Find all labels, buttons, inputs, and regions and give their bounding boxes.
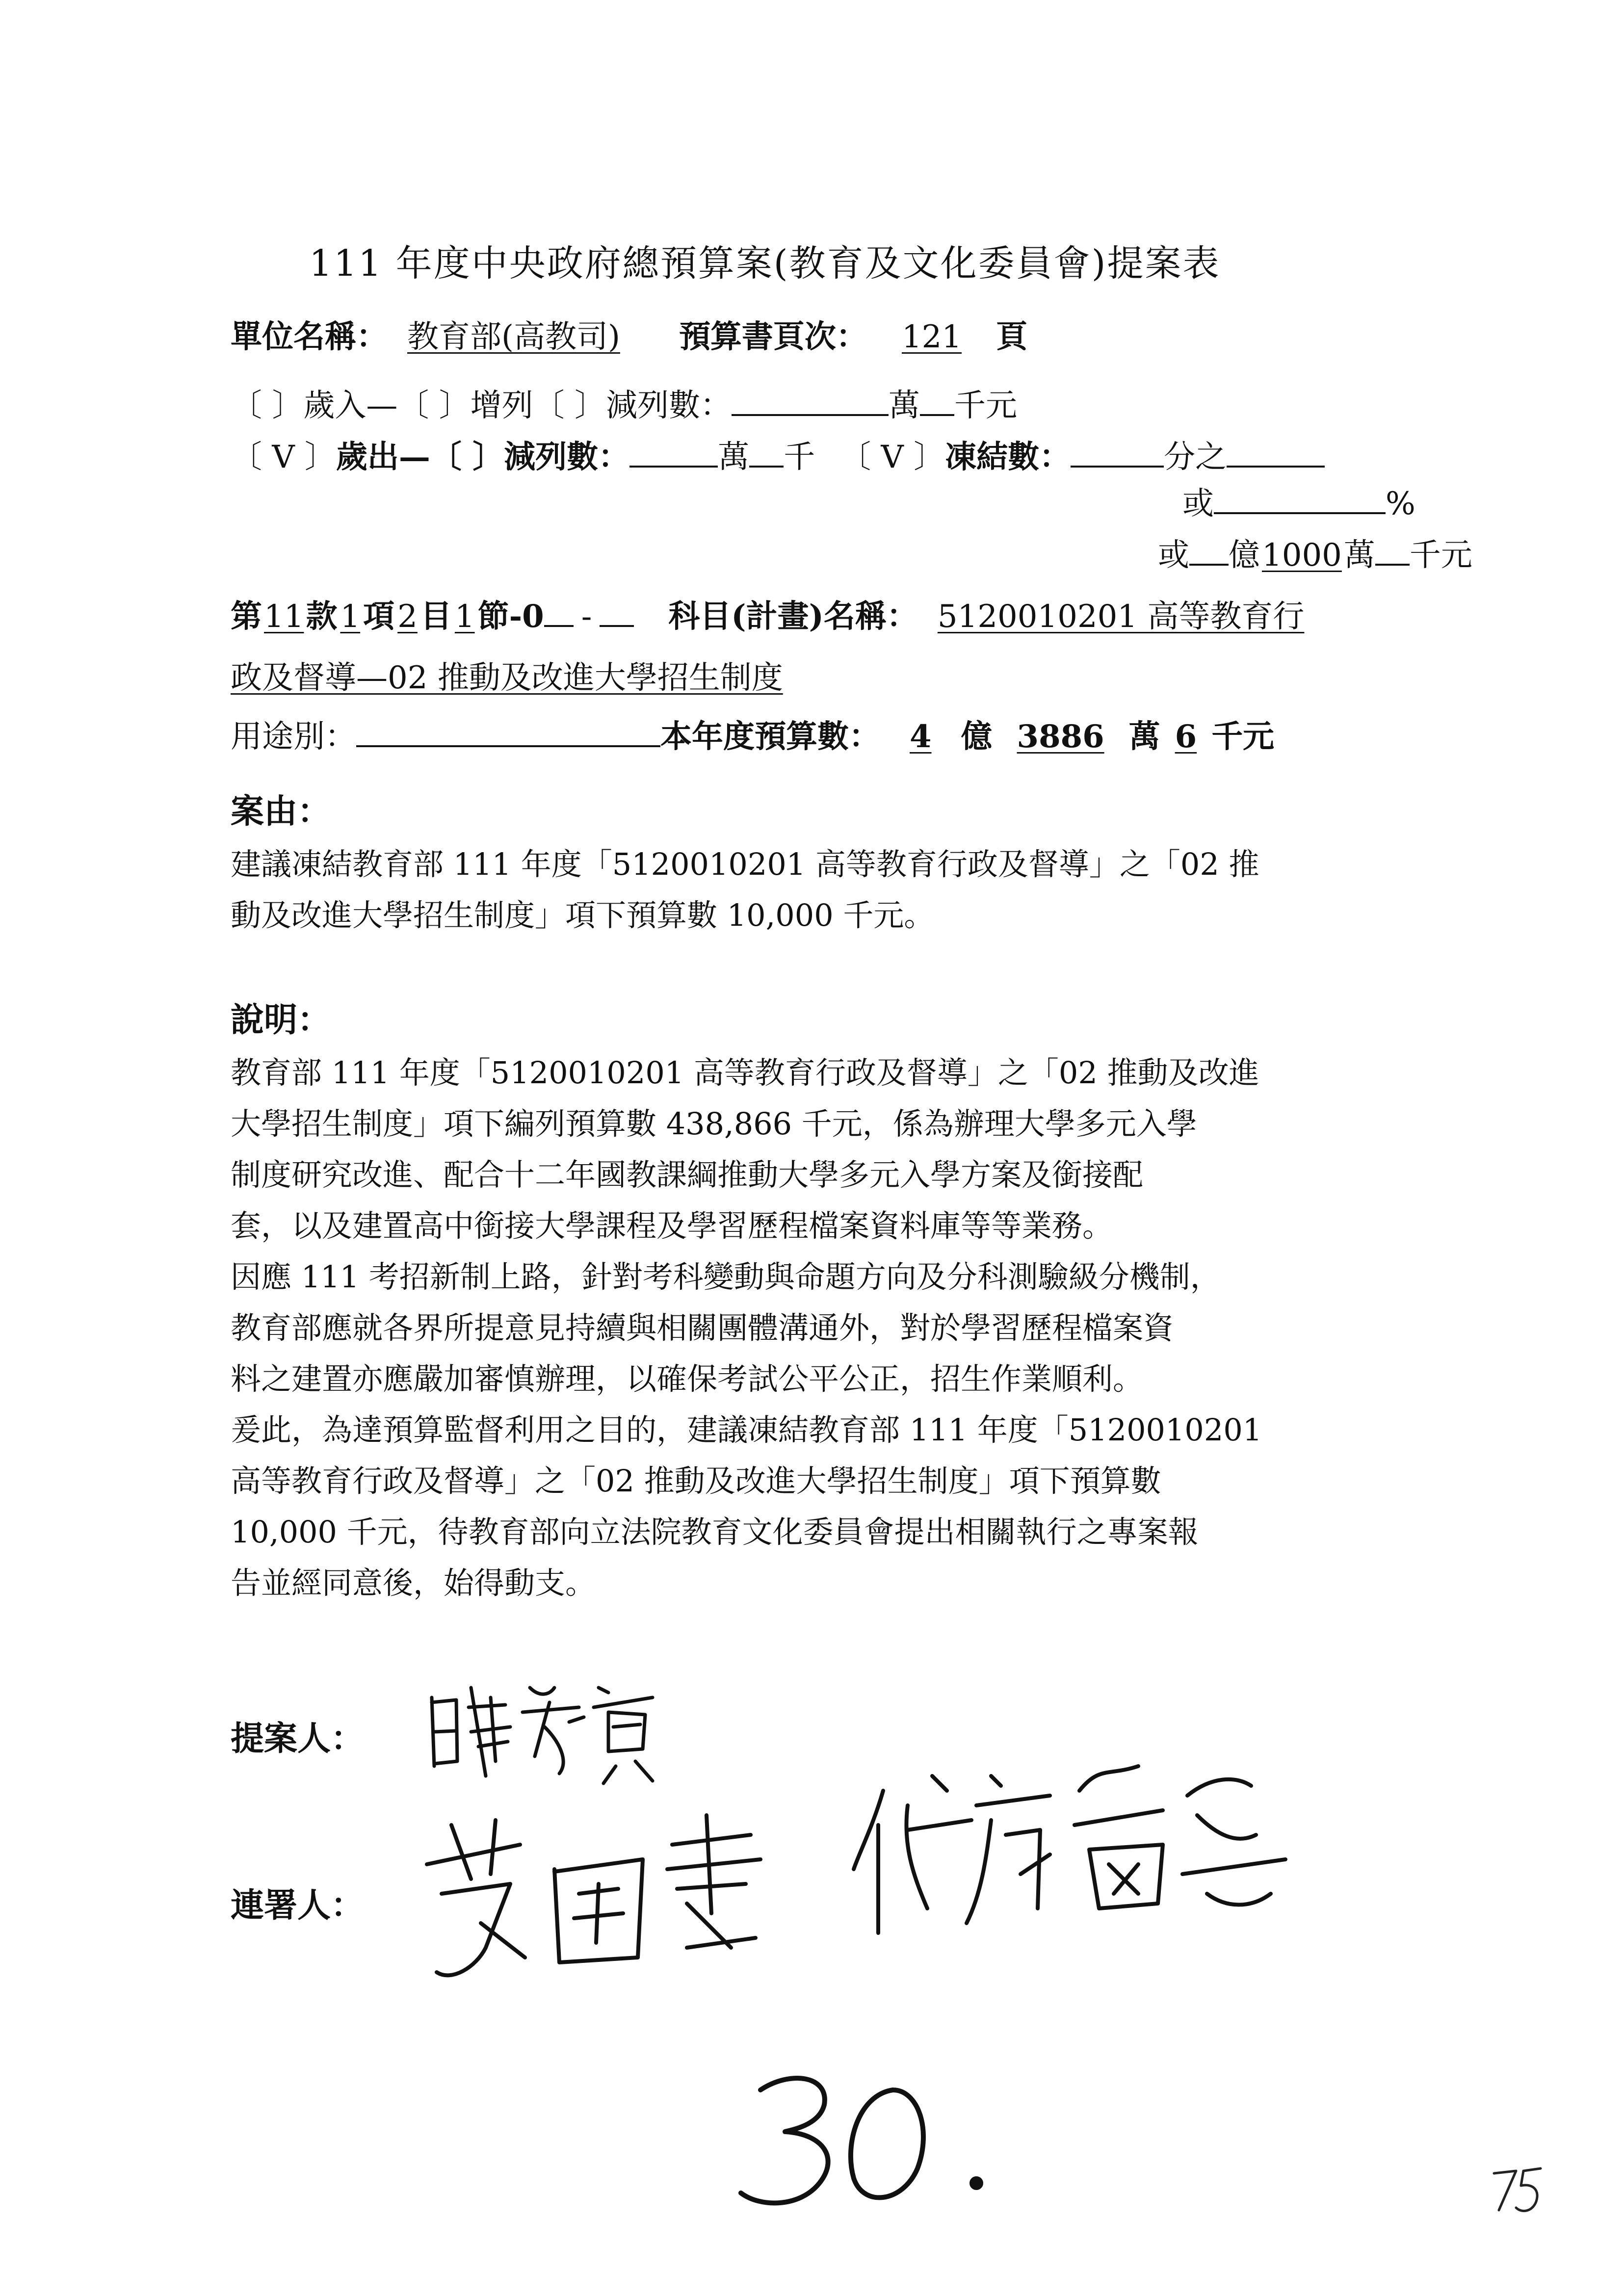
jie-label: 節-0 [477, 598, 544, 635]
usage-blank [356, 717, 660, 747]
xiang-value: 1 [340, 599, 361, 635]
proposer-label: 提案人： [231, 1719, 365, 1758]
percent-sign: % [1386, 486, 1415, 522]
unit-value: 教育部(高教司) [407, 319, 620, 355]
budget-yi-value: 4 [910, 718, 932, 755]
budget-wan: 萬 [1128, 718, 1160, 755]
reason-line: 動及改進大學招生制度」項下預算數 10,000 千元。 [231, 897, 935, 933]
freeze-wan-value: 1000 [1262, 537, 1342, 574]
unit-row [231, 312, 1027, 357]
freeze-qian-yuan: 千元 [1409, 537, 1472, 574]
explanation-line: 教育部應就各界所提意見持續與相關團體溝通外，對於學習歷程檔案資 [231, 1310, 1174, 1346]
or-percent: 或 [1182, 486, 1214, 522]
revenue-blank [732, 386, 889, 416]
revenue-row [231, 380, 1017, 425]
reason-heading: 案由： [231, 792, 331, 831]
item-row [231, 591, 1304, 636]
budget-yi: 億 [961, 718, 993, 755]
explanation-line: 因應 111 考招新制上路，針對考科變動與命題方向及分科測驗級分機制， [231, 1259, 1221, 1295]
freeze-check: 〔 V 〕 [839, 439, 945, 475]
budget-qian-value: 6 [1175, 718, 1197, 755]
freeze-yi: 億 [1229, 537, 1260, 574]
cosigner-signature-2 [844, 1747, 1315, 1953]
expenditure-wan: 萬 [718, 439, 750, 475]
freeze-yi-blank [1189, 535, 1229, 566]
budget-label: 本年度預算數： [660, 718, 880, 755]
budget-row [231, 711, 1274, 757]
page-value: 121 [901, 319, 962, 355]
mu-value: 2 [397, 599, 418, 635]
form-title: 111 年度中央政府總預算案(教育及文化委員會)提案表 [309, 242, 1221, 285]
item-di: 第 [231, 598, 262, 635]
percent-blank [1214, 484, 1386, 514]
xiang-label: 項 [363, 598, 395, 635]
subject-row-2 [231, 652, 803, 698]
explanation-heading: 說明： [231, 1000, 331, 1040]
item-dash: - [581, 599, 592, 635]
freeze-amount-row [1158, 530, 1472, 575]
explanation-line: 告並經同意後，始得動支。 [231, 1565, 596, 1601]
explanation-line: 教育部 111 年度「5120010201 高等教育行政及督導」之「02 推動及改進 [231, 1055, 1259, 1091]
budget-qian-yuan: 千元 [1211, 718, 1275, 755]
subject-line1: 5120010201 高等教育行 [937, 599, 1305, 635]
explanation-body [231, 1047, 1262, 1609]
reason-line: 建議凍結教育部 111 年度「5120010201 高等教育行政及督導」之「02 推 [231, 846, 1259, 882]
explanation-line: 大學招生制度」項下編列預算數 438,866 千元，係為辦理大學多元入學 [231, 1106, 1197, 1142]
budget-wan-value: 3886 [1017, 718, 1104, 755]
explanation-line: 制度研究改進、配合十二年國教課綱推動大學多元入學方案及銜接配 [231, 1157, 1144, 1193]
freeze-label: 凍結數： [945, 439, 1071, 475]
proposer-signature [422, 1668, 677, 1786]
handwritten-page-number [731, 2061, 1006, 2222]
explanation-line: 高等教育行政及督導」之「02 推動及改進大學招生制度」項下預算數 [231, 1463, 1161, 1499]
subject-line2: 政及督導—02 推動及改進大學招生制度 [231, 660, 783, 696]
cosigner-label: 連署人： [231, 1886, 365, 1925]
freeze-wan: 萬 [1343, 537, 1375, 574]
page-label: 預算書頁次： [679, 318, 867, 355]
cosigner-signature-1 [412, 1786, 854, 1992]
jie-blank-1 [544, 597, 574, 627]
revenue-wan: 萬 [889, 388, 920, 424]
freeze-denominator-blank [1227, 437, 1325, 468]
freeze-fraction: 分之 [1164, 439, 1227, 475]
unit-label: 單位名稱： [231, 318, 388, 355]
jie-blank-2 [600, 597, 634, 627]
page-unit: 頁 [996, 318, 1028, 355]
expenditure-blank [629, 437, 718, 468]
revenue-qian-yuan: 千元 [954, 388, 1018, 424]
percent-row [1182, 478, 1415, 523]
revenue-line: 〔 〕歲入—〔 〕增列〔 〕減列數： [231, 388, 732, 424]
mu-label: 目 [420, 598, 452, 635]
usage-label: 用途別： [231, 719, 356, 755]
explanation-line: 10,000 千元，待教育部向立法院教育文化委員會提出相關執行之專案報 [231, 1514, 1199, 1550]
corner-mark [1489, 2164, 1548, 2218]
expenditure-row [231, 432, 1325, 477]
freeze-qian-blank [1375, 535, 1410, 566]
explanation-line: 爰此，為達預算監督利用之目的，建議凍結教育部 111 年度「5120010201 [231, 1412, 1262, 1448]
subject-label: 科目(計畫)名稱： [668, 598, 918, 635]
kuan-value: 11 [264, 599, 304, 635]
explanation-line: 料之建置亦應嚴加審慎辦理，以確保考試公平公正，招生作業順利。 [231, 1361, 1144, 1397]
revenue-qian-blank [920, 386, 954, 416]
expenditure-check: 〔 V 〕 [231, 439, 336, 475]
or-amount: 或 [1158, 537, 1189, 574]
freeze-numerator-blank [1071, 437, 1164, 468]
expenditure-qian: 千 [784, 439, 815, 475]
expenditure-qian-blank [749, 437, 784, 468]
kuan-label: 款 [306, 598, 338, 635]
explanation-line: 套，以及建置高中銜接大學課程及學習歷程檔案資料庫等等業務。 [231, 1208, 1113, 1244]
jie-value: 1 [454, 599, 475, 635]
reason-body [231, 839, 1259, 941]
expenditure-label: 歲出—〔 〕減列數： [336, 439, 630, 475]
